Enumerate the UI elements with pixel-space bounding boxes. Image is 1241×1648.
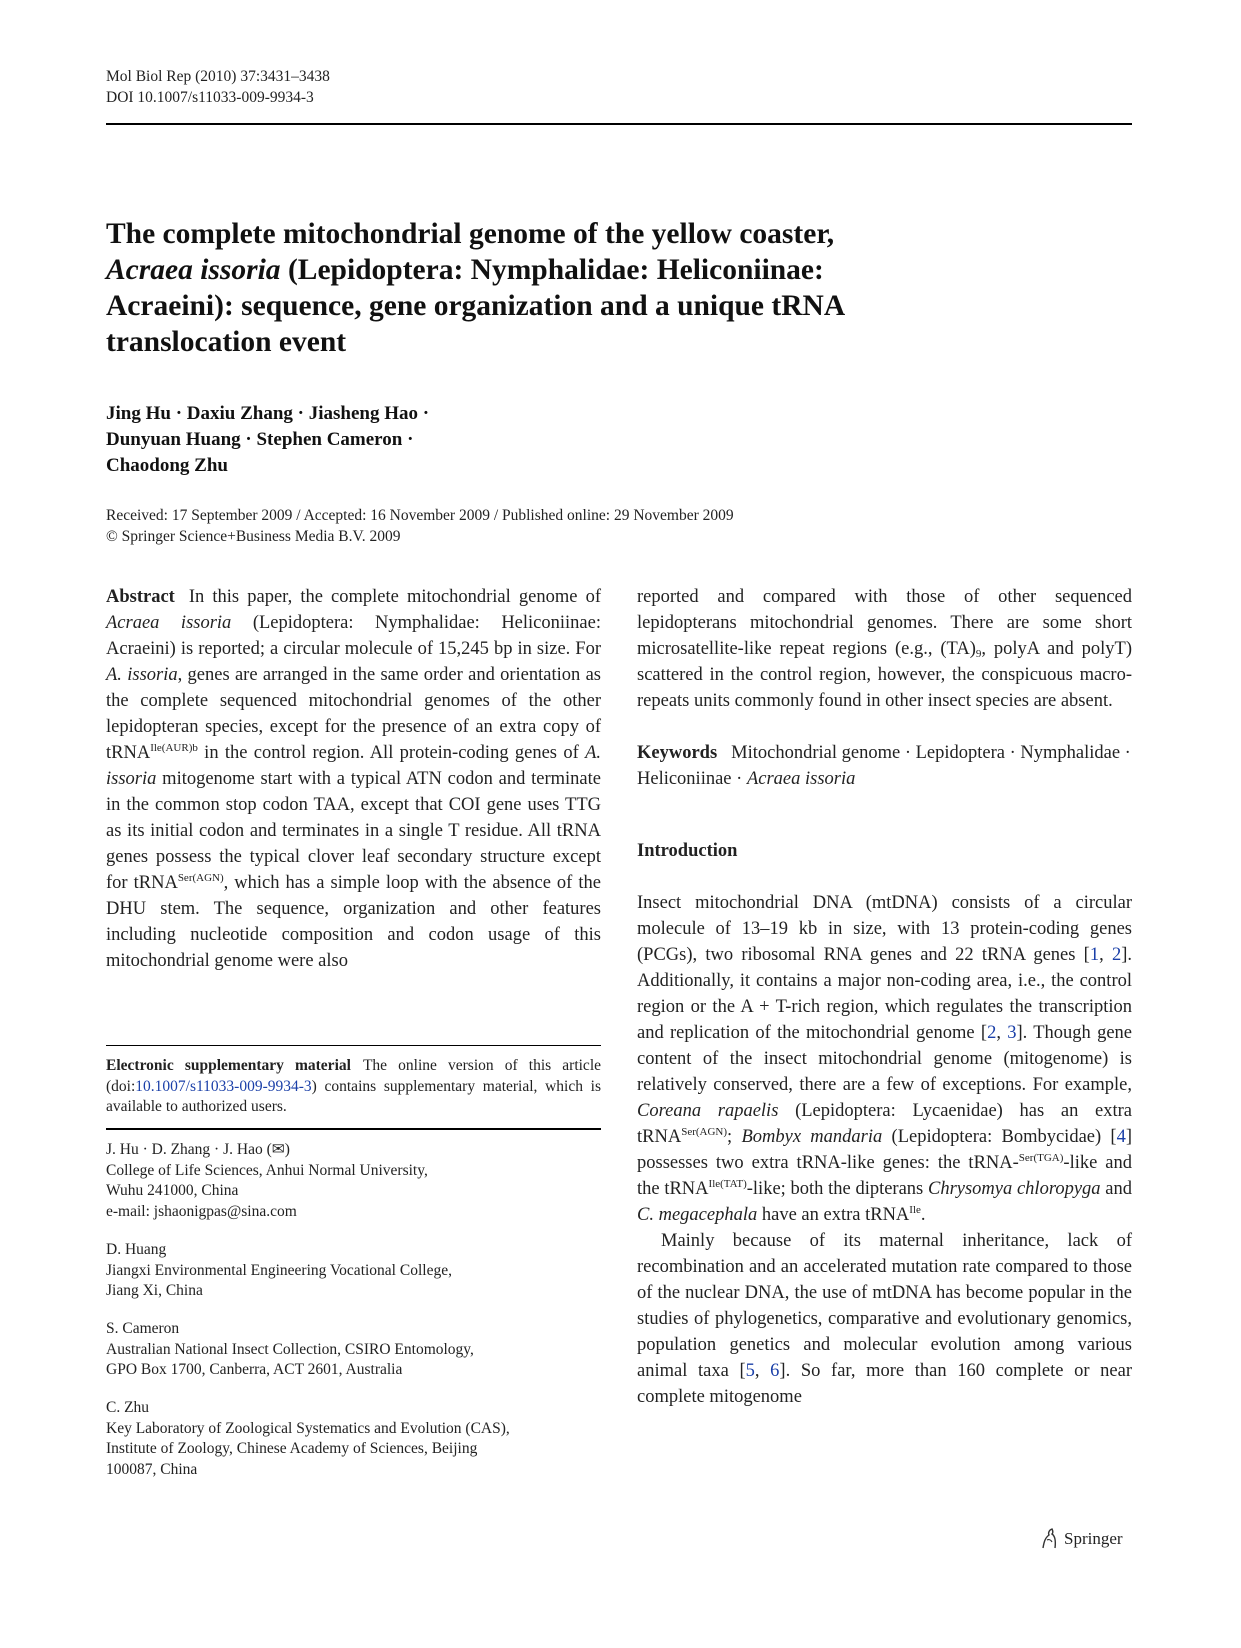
- intro-text: (Lepidoptera: Bombycidae) [: [882, 1127, 1117, 1147]
- intro-text: ,: [754, 1361, 771, 1381]
- affiliation-line: Australian National Insect Collection, CSIRO Entomology,: [106, 1340, 474, 1358]
- supplementary-note: [106, 1056, 601, 1118]
- intro-sup: Ser(AGN): [681, 1126, 728, 1138]
- affiliation-line: GPO Box 1700, Canberra, ACT 2601, Australia: [106, 1361, 403, 1378]
- abstract-text-4: in the control region. All protein-coding genes of: [197, 743, 586, 763]
- springer-horse-icon: [1040, 1528, 1058, 1550]
- abstract-text-6: , which has a simple loop with the absence of the DHU stem. The sequence, organization and other features including nucleotide composition and codon usage of this mitochondrial genome were also: [106, 873, 601, 971]
- abstract-text-3: , genes are arranged in the same order and orientation as the complete sequenced mitochondrial genomes of the other lepidopteran species, except for the presence of an extra copy of tRNA: [106, 665, 601, 763]
- citation-link[interactable]: 5: [745, 1361, 755, 1381]
- intro-text: ]. Additionally, it contains a major non-coding area, i.e., the control region or the A + T-rich region, which regulates the transcription and replication of the mitochondrial genome [: [637, 945, 1133, 1043]
- title-line-1: The complete mitochondrial genome of the yellow coaster,: [106, 218, 835, 250]
- affiliation-line: Wuhu 241000, China: [106, 1182, 239, 1199]
- introduction-heading: Introduction: [637, 841, 738, 861]
- affiliation-line: Jiangxi Environmental Engineering Vocational College,: [106, 1261, 452, 1279]
- abstract-text-5: mitogenome start with a typical ATN codon and terminate in the common stop codon TAA, except that COI gene uses TTG as its initial codon and terminates in a single T residue. All tRNA genes possess the typical clover leaf secondary structure except for tRNA: [106, 769, 601, 893]
- doi-line: DOI 10.1007/s11033-009-9934-3: [106, 89, 314, 106]
- publisher-name: Springer: [1064, 1529, 1123, 1548]
- affiliation-line: Key Laboratory of Zoological Systematics and Evolution (CAS),: [106, 1419, 510, 1437]
- intro-text: ]. Though gene content of the insect mitochondrial genome (mitogenome) is relatively conserved, there are a few of exceptions. For example,: [637, 1023, 1132, 1095]
- supplementary-text-1: The online version of this article (doi:: [106, 1057, 602, 1095]
- intro-sup: Ile(TAT): [708, 1178, 747, 1190]
- citation-link[interactable]: 1: [1089, 945, 1100, 965]
- abstract-text-8: , polyA and polyT) scattered in the control region, however, the conspicuous macro-repeats units commonly found in other insect species are absent.: [637, 639, 1132, 711]
- keywords: [637, 740, 1132, 792]
- intro-sup: Ser(TGA): [1018, 1152, 1064, 1164]
- abstract-left-column: [106, 584, 601, 974]
- abstract-label: Abstract: [106, 587, 175, 607]
- abstract-continuation: [637, 584, 1132, 714]
- intro-text: and: [1100, 1179, 1132, 1199]
- intro-text: .: [920, 1205, 926, 1225]
- affiliation-names: C. Zhu: [106, 1399, 150, 1416]
- abstract-text-1: In this paper, the complete mitochondrial genome of: [188, 587, 601, 607]
- intro-text: Mainly because of its maternal inheritance, lack of recombination and an accelerated mutation rate compared to those of the nuclear DNA, the use of mtDNA has become popular in the studies of phylogenetics, comparative and evolutionary genomics, population genetics and molecular evolution among various animal taxa [: [637, 1231, 1132, 1381]
- abstract-sub-1: 9: [975, 648, 982, 660]
- citation-link[interactable]: 4: [1116, 1127, 1126, 1147]
- intro-species: C. megacephala: [637, 1205, 758, 1225]
- abstract-text-7: reported and compared with those of other sequenced lepidopterans mitochondrial genomes. There are some short microsatellite-like repeat regions (e.g., (TA): [637, 587, 1132, 659]
- date-history: Received: 17 September 2009 / Accepted: 16 November 2009 / Published online: 29 November 2009: [106, 507, 734, 524]
- affiliation-names: D. Huang: [106, 1241, 167, 1258]
- keywords-label: Keywords: [637, 743, 718, 763]
- affiliation-2: [106, 1240, 601, 1302]
- affiliation-line: Jiang Xi, China: [106, 1282, 203, 1299]
- title-line-2-rest: (Lepidoptera: Nymphalidae: Heliconiinae:: [280, 254, 824, 286]
- affiliation-line: 100087, China: [106, 1460, 198, 1478]
- journal-header: [106, 66, 330, 108]
- intro-text: ,: [996, 1023, 1008, 1043]
- intro-sup: Ile: [909, 1204, 921, 1216]
- supplementary-text-2: ) contains supplementary material, which is available to authorized users.: [106, 1077, 601, 1115]
- abstract-sup-1: Ile(AUR)b: [150, 742, 198, 754]
- intro-text: ] possesses two extra tRNA-like genes: the tRNA-: [637, 1127, 1133, 1173]
- paper-title: [106, 216, 1066, 360]
- affiliation-1: [106, 1140, 601, 1222]
- springer-footer: [1040, 1528, 1123, 1550]
- abstract-species-2: A. issoria: [106, 665, 178, 685]
- supplementary-rule: [106, 1045, 601, 1046]
- affiliation-3: [106, 1319, 601, 1381]
- author-list: [106, 401, 429, 479]
- affiliation-line: College of Life Sciences, Anhui Normal University,: [106, 1161, 428, 1179]
- affiliation-names: S. Cameron: [106, 1320, 180, 1337]
- keywords-text: Mitochondrial genome · Lepidoptera · Nymphalidae · Heliconiinae ·: [637, 743, 1131, 789]
- authors-line-1: Jing Hu · Daxiu Zhang · Jiasheng Hao ·: [106, 403, 430, 424]
- authors-line-2: Dunyuan Huang · Stephen Cameron ·: [106, 429, 414, 450]
- intro-text: -like; both the dipterans: [746, 1179, 928, 1199]
- intro-text: have an extra tRNA: [757, 1205, 910, 1225]
- authors-line-3: Chaodong Zhu: [106, 455, 228, 476]
- journal-citation: Mol Biol Rep (2010) 37:3431–3438: [106, 68, 330, 85]
- abstract-species-3: A. issoria: [106, 743, 601, 789]
- right-column: [637, 584, 1132, 1410]
- copyright-line: © Springer Science+Business Media B.V. 2009: [106, 528, 401, 545]
- citation-link[interactable]: 2: [1111, 945, 1122, 965]
- keywords-species: Acraea issoria: [746, 769, 856, 789]
- header-rule: [106, 123, 1132, 125]
- intro-paragraph-1: [637, 890, 1132, 1228]
- title-species: Acraea issoria: [106, 254, 281, 286]
- intro-text: ]. So far, more than 160 complete or near complete mitogenome: [637, 1361, 1133, 1407]
- affiliation-email: e-mail: jshaonigpas@sina.com: [106, 1202, 297, 1220]
- abstract-paragraph: [106, 584, 601, 974]
- doi-link[interactable]: 10.1007/s11033-009-9934-3: [135, 1077, 312, 1095]
- title-line-2: [106, 252, 1066, 288]
- citation-link[interactable]: 3: [1007, 1023, 1017, 1043]
- intro-text: Insect mitochondrial DNA (mtDNA) consists of a circular molecule of 13–19 kb in size, with 13 protein-coding genes (PCGs), two ribosomal RNA genes and 22 tRNA genes [: [637, 893, 1132, 965]
- intro-species: Bombyx mandaria: [741, 1127, 883, 1147]
- publication-dates: [106, 505, 734, 547]
- abstract-text-2: (Lepidoptera: Nymphalidae: Heliconiinae: Acraeini) is reported; a circular molecule of 15,245 bp in size. For: [106, 613, 601, 659]
- citation-link[interactable]: 2: [987, 1023, 997, 1043]
- affiliation-rule: [106, 1128, 601, 1130]
- supplementary-label: Electronic supplementary material: [106, 1057, 351, 1074]
- title-line-3: Acraeini): sequence, gene organization and a unique tRNA: [106, 290, 846, 322]
- intro-text: ;: [727, 1127, 742, 1147]
- citation-link[interactable]: 6: [770, 1361, 780, 1381]
- intro-text: -like and the tRNA: [637, 1153, 1132, 1199]
- affiliation-4: [106, 1398, 601, 1480]
- intro-text: ,: [1099, 945, 1112, 965]
- intro-species: Coreana rapaelis: [637, 1101, 779, 1121]
- affiliation-names: J. Hu · D. Zhang · J. Hao (✉): [106, 1141, 290, 1158]
- abstract-species-1: Acraea issoria: [106, 613, 232, 633]
- intro-species: Chrysomya chloropyga: [927, 1179, 1101, 1199]
- affiliation-line: Institute of Zoology, Chinese Academy of Sciences, Beijing: [106, 1440, 478, 1457]
- title-line-4: translocation event: [106, 326, 347, 358]
- intro-text: (Lepidoptera: Lycaenidae) has an extra tRNA: [637, 1101, 1132, 1147]
- abstract-sup-2: Ser(AGN): [177, 872, 224, 884]
- intro-paragraph-2: [637, 1228, 1132, 1410]
